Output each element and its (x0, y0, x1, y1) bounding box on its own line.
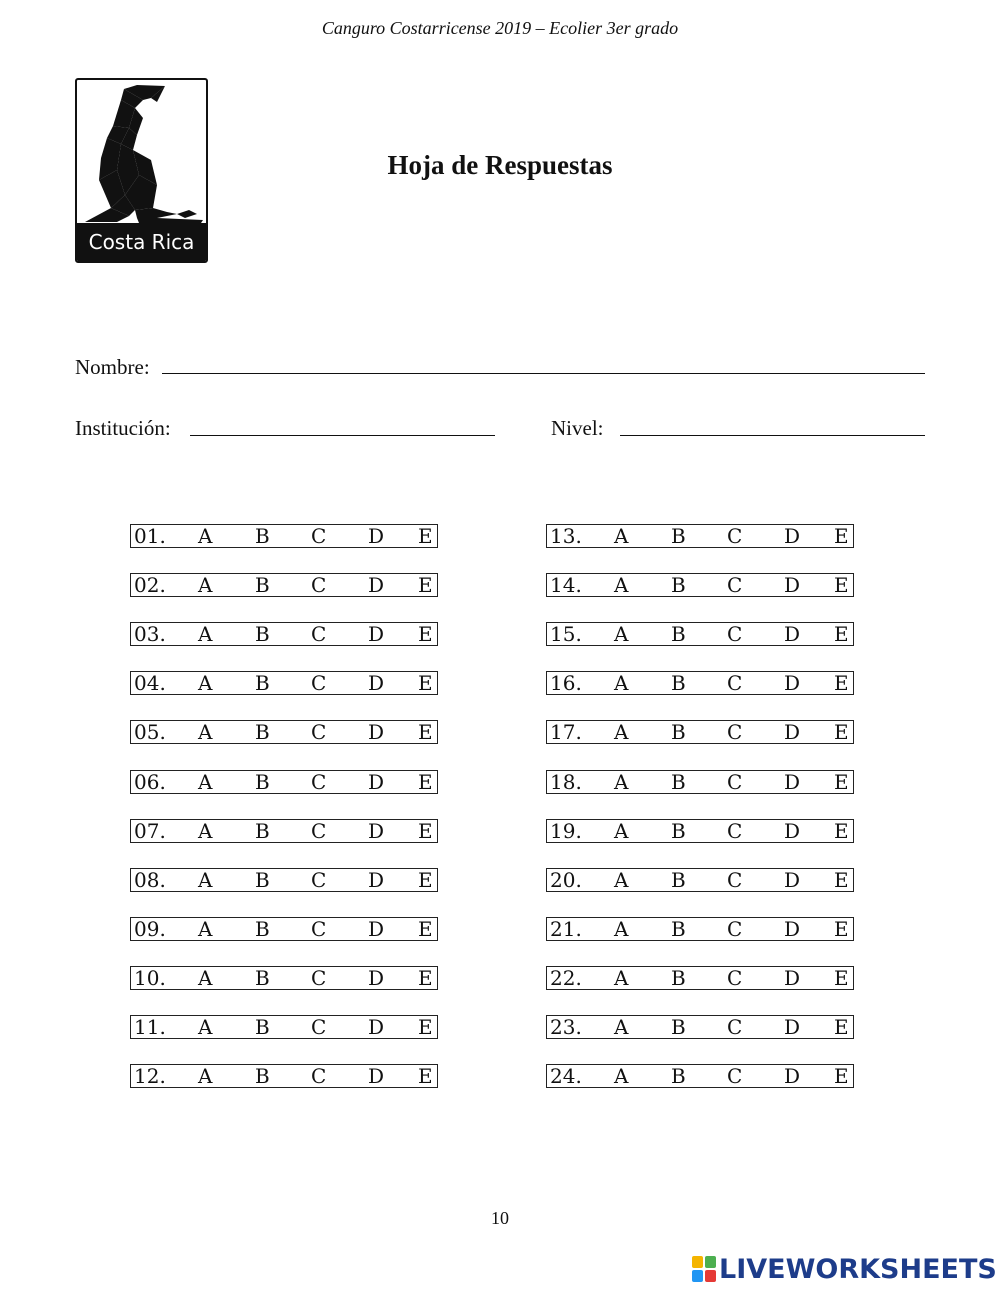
option-c[interactable]: C (311, 573, 327, 597)
option-a[interactable]: A (614, 917, 629, 941)
kangaroo-icon (77, 80, 206, 225)
option-b[interactable]: B (255, 1015, 270, 1039)
option-e[interactable]: E (834, 622, 849, 646)
option-a[interactable]: A (198, 917, 213, 941)
option-c[interactable]: C (311, 1015, 327, 1039)
logo-label: Costa Rica (77, 223, 206, 261)
answer-row (130, 917, 438, 941)
logo (75, 78, 208, 263)
option-c[interactable]: C (727, 573, 743, 597)
option-a[interactable]: A (198, 573, 213, 597)
option-c[interactable]: C (727, 720, 743, 744)
question-number: 18. (550, 770, 582, 794)
option-d[interactable]: D (368, 524, 385, 548)
answer-row (546, 671, 854, 695)
option-e[interactable]: E (418, 770, 433, 794)
option-c[interactable]: C (727, 1064, 743, 1088)
option-c[interactable]: C (311, 720, 327, 744)
question-number: 23. (550, 1015, 582, 1039)
liveworksheets-watermark (692, 1252, 997, 1286)
question-number: 17. (550, 720, 582, 744)
question-number: 04. (134, 671, 166, 695)
question-number: 14. (550, 573, 582, 597)
answer-row (130, 1064, 438, 1088)
option-d[interactable]: D (368, 917, 385, 941)
option-b[interactable]: B (255, 966, 270, 990)
option-c[interactable]: C (727, 524, 743, 548)
option-e[interactable]: E (834, 770, 849, 794)
option-c[interactable]: C (311, 671, 327, 695)
option-a[interactable]: A (198, 819, 213, 843)
option-a[interactable]: A (614, 720, 629, 744)
option-b[interactable]: B (255, 1064, 270, 1088)
question-number: 10. (134, 966, 166, 990)
option-c[interactable]: C (311, 819, 327, 843)
option-c[interactable]: C (727, 770, 743, 794)
option-a[interactable]: A (198, 671, 213, 695)
option-d[interactable]: D (368, 770, 385, 794)
option-a[interactable]: A (614, 524, 629, 548)
option-b[interactable]: B (255, 524, 270, 548)
answer-row (130, 966, 438, 990)
option-d[interactable]: D (368, 966, 385, 990)
question-number: 21. (550, 917, 582, 941)
question-number: 22. (550, 966, 582, 990)
option-b[interactable]: B (671, 524, 686, 548)
answer-row (546, 720, 854, 744)
option-e[interactable]: E (834, 720, 849, 744)
answer-row (130, 671, 438, 695)
option-e[interactable]: E (834, 524, 849, 548)
option-d[interactable]: D (368, 671, 385, 695)
answer-row (546, 770, 854, 794)
option-c[interactable]: C (727, 966, 743, 990)
option-b[interactable]: B (671, 671, 686, 695)
option-d[interactable]: D (368, 573, 385, 597)
option-a[interactable]: A (198, 1064, 213, 1088)
option-c[interactable]: C (311, 524, 327, 548)
running-header: Canguro Costarricense 2019 – Ecolier 3er grado (321, 18, 679, 38)
question-number: 01. (134, 524, 166, 548)
option-b[interactable]: B (255, 720, 270, 744)
option-a[interactable]: A (198, 868, 213, 892)
option-e[interactable]: E (418, 524, 433, 548)
option-b[interactable]: B (671, 819, 686, 843)
option-c[interactable]: C (311, 622, 327, 646)
question-number: 12. (134, 1064, 166, 1088)
option-e[interactable]: E (418, 573, 433, 597)
option-a[interactable]: A (614, 819, 629, 843)
option-c[interactable]: C (727, 917, 743, 941)
institution-label: Institución: (75, 416, 171, 440)
answer-row (546, 1015, 854, 1039)
option-e[interactable]: E (834, 917, 849, 941)
option-e[interactable]: E (834, 1015, 849, 1039)
option-a[interactable]: A (614, 770, 629, 794)
institution-field[interactable] (190, 435, 495, 436)
option-a[interactable]: A (614, 671, 629, 695)
option-e[interactable]: E (418, 671, 433, 695)
option-c[interactable]: C (311, 917, 327, 941)
option-a[interactable]: A (614, 868, 629, 892)
option-d[interactable]: D (368, 1015, 385, 1039)
answer-row (130, 819, 438, 843)
liveworksheets-logo-icon (692, 1256, 716, 1282)
option-d[interactable]: D (368, 1064, 385, 1088)
option-a[interactable]: A (614, 1015, 629, 1039)
option-d[interactable]: D (784, 770, 801, 794)
option-b[interactable]: B (671, 770, 686, 794)
answer-row (130, 524, 438, 548)
option-a[interactable]: A (198, 1015, 213, 1039)
watermark-text: LIVEWORKSHEETS (719, 1253, 997, 1285)
answer-row (130, 573, 438, 597)
option-a[interactable]: A (614, 966, 629, 990)
question-number: 06. (134, 770, 166, 794)
option-e[interactable]: E (418, 868, 433, 892)
option-d[interactable]: D (368, 720, 385, 744)
question-number: 03. (134, 622, 166, 646)
option-c[interactable]: C (727, 622, 743, 646)
option-e[interactable]: E (834, 671, 849, 695)
option-e[interactable]: E (418, 1015, 433, 1039)
option-c[interactable]: C (727, 671, 743, 695)
option-c[interactable]: C (311, 966, 327, 990)
option-e[interactable]: E (834, 573, 849, 597)
name-field[interactable] (162, 373, 925, 374)
option-e[interactable]: E (418, 720, 433, 744)
question-number: 24. (550, 1064, 582, 1088)
option-c[interactable]: C (311, 1064, 327, 1088)
question-number: 19. (550, 819, 582, 843)
option-b[interactable]: B (671, 622, 686, 646)
option-a[interactable]: A (614, 622, 629, 646)
option-d[interactable]: D (784, 524, 801, 548)
option-d[interactable]: D (368, 819, 385, 843)
option-e[interactable]: E (418, 622, 433, 646)
question-number: 15. (550, 622, 582, 646)
answer-row (546, 868, 854, 892)
question-number: 13. (550, 524, 582, 548)
option-b[interactable]: B (671, 917, 686, 941)
answer-row (546, 917, 854, 941)
option-c[interactable]: C (727, 1015, 743, 1039)
option-d[interactable]: D (784, 868, 801, 892)
option-c[interactable]: C (311, 770, 327, 794)
option-b[interactable]: B (255, 868, 270, 892)
option-b[interactable]: B (671, 1015, 686, 1039)
option-a[interactable]: A (198, 770, 213, 794)
option-c[interactable]: C (311, 868, 327, 892)
option-d[interactable]: D (784, 1015, 801, 1039)
option-e[interactable]: E (834, 819, 849, 843)
option-b[interactable]: B (671, 720, 686, 744)
page-title: Hoja de Respuestas (387, 150, 613, 180)
option-e[interactable]: E (834, 1064, 849, 1088)
option-d[interactable]: D (784, 622, 801, 646)
question-number: 11. (134, 1015, 166, 1039)
option-d[interactable]: D (784, 720, 801, 744)
question-number: 20. (550, 868, 582, 892)
option-b[interactable]: B (255, 622, 270, 646)
option-a[interactable]: A (198, 622, 213, 646)
option-a[interactable]: A (198, 720, 213, 744)
question-number: 09. (134, 917, 166, 941)
option-d[interactable]: D (784, 819, 801, 843)
option-d[interactable]: D (784, 917, 801, 941)
answer-row (130, 1015, 438, 1039)
option-b[interactable]: B (671, 966, 686, 990)
option-b[interactable]: B (671, 573, 686, 597)
option-b[interactable]: B (255, 819, 270, 843)
option-e[interactable]: E (418, 917, 433, 941)
answer-row (546, 573, 854, 597)
option-a[interactable]: A (614, 573, 629, 597)
option-b[interactable]: B (255, 917, 270, 941)
option-e[interactable]: E (418, 966, 433, 990)
option-b[interactable]: B (671, 868, 686, 892)
option-e[interactable]: E (418, 819, 433, 843)
page-number: 10 (491, 1208, 509, 1228)
option-d[interactable]: D (784, 573, 801, 597)
answer-row (546, 819, 854, 843)
option-d[interactable]: D (784, 671, 801, 695)
question-number: 02. (134, 573, 166, 597)
option-d[interactable]: D (368, 868, 385, 892)
level-label: Nivel: (551, 416, 604, 440)
option-b[interactable]: B (671, 1064, 686, 1088)
answer-row (546, 966, 854, 990)
option-b[interactable]: B (255, 770, 270, 794)
answer-row (130, 622, 438, 646)
answer-row (130, 720, 438, 744)
answer-row (130, 770, 438, 794)
question-number: 08. (134, 868, 166, 892)
option-e[interactable]: E (834, 966, 849, 990)
option-d[interactable]: D (784, 1064, 801, 1088)
option-a[interactable]: A (198, 524, 213, 548)
level-field[interactable] (620, 435, 925, 436)
answer-row (546, 1064, 854, 1088)
option-e[interactable]: E (418, 1064, 433, 1088)
option-c[interactable]: C (727, 868, 743, 892)
option-c[interactable]: C (727, 819, 743, 843)
answer-row (546, 524, 854, 548)
option-d[interactable]: D (368, 622, 385, 646)
answer-row (546, 622, 854, 646)
answer-row (130, 868, 438, 892)
option-e[interactable]: E (834, 868, 849, 892)
option-a[interactable]: A (198, 966, 213, 990)
option-b[interactable]: B (255, 573, 270, 597)
option-b[interactable]: B (255, 671, 270, 695)
question-number: 07. (134, 819, 166, 843)
question-number: 05. (134, 720, 166, 744)
question-number: 16. (550, 671, 582, 695)
option-a[interactable]: A (614, 1064, 629, 1088)
name-label: Nombre: (75, 355, 150, 379)
option-d[interactable]: D (784, 966, 801, 990)
